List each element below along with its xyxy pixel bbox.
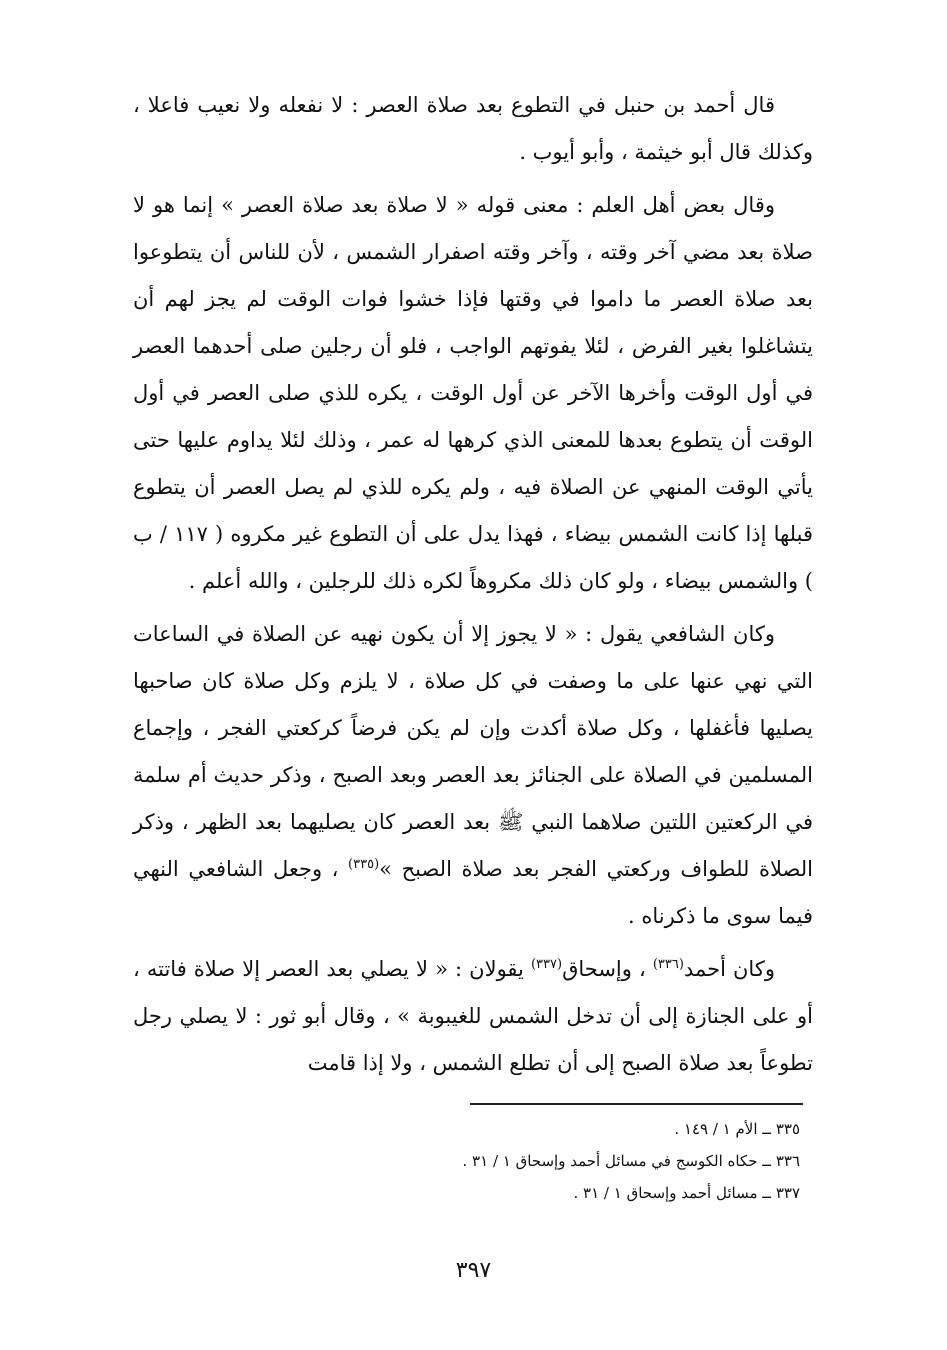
footnote-335: ٣٣٥ ــ الأم ١ / ١٤٩ .	[674, 1120, 800, 1138]
paragraph-3	[133, 611, 813, 940]
footnote-ref-335: (٣٣٥)	[348, 857, 380, 872]
paragraph-4-part-3: يقولان : « لا يصلي بعد العصر إلا صلاة فاتته ، أو على الجنازة إلى أن تدخل الشمس للغيبوبة » ، وقال أبو ثور : لا يصلي رجل تطوعاً بعد صلاة الصبح إلى أن تطلع الشمس ، ولا إذا قامت	[133, 957, 813, 1075]
page-number: ٣٩٧	[455, 1258, 492, 1283]
paragraph-4-part-2: ، وإسحاق	[562, 957, 646, 981]
paragraph-3-text: وكان الشافعي يقول : « لا يجوز إلا أن يكون نهيه عن الصلاة في الساعات التي نهي عنها على ما وصفت في كل صلاة ، لا يلزم وكل صلاة كان صاحبها يصليها فأغفلها ، وكل صلاة أكدت وإن لم يكن فرضاً كركعتي الفجر ، وإجماع المسلمين في الصلاة على الجنائز بعد العصر وبعد الصبح ، وذكر حديث أم سلمة في الركعتين اللتين صلاهما النبي ﷺ بعد العصر كان يصليهما بعد الظهر ، وذكر الصلاة للطواف وركعتي الفجر بعد صلاة الصبح »	[133, 622, 813, 881]
paragraph-4	[133, 946, 813, 1087]
footnotes	[300, 1113, 800, 1209]
paragraph-3-end: ، وجعل الشافعي النهي فيما سوى ما ذكرناه .	[133, 857, 813, 928]
footnote-ref-337: (٣٣٧)	[530, 957, 563, 972]
footnote-337: ٣٣٧ ــ مسائل أحمد وإسحاق ١ / ٣١ .	[573, 1184, 800, 1202]
paragraph-1: قال أحمد بن حنبل في التطوع بعد صلاة العصر : لا نفعله ولا نعيب فاعلا ، وكذلك قال أبو خيثمة ، وأبو أيوب .	[133, 93, 813, 164]
paragraph-4-part-1: وكان أحمد	[683, 957, 775, 981]
footnote-ref-336: (٣٣٦)	[652, 957, 684, 972]
paragraph-2: وقال بعض أهل العلم : معنى قوله « لا صلاة بعد صلاة العصر » إنما هو لا صلاة بعد مضي آخر وقته ، وآخر وقته اصفرار الشمس ، لأن للناس أن يتطوعوا بعد صلاة العصر ما داموا في وقتها فإذا خشوا فوات الوقت لم يجز لهم أن يتشاغلوا بغير الفرض ، لئلا يفوتهم الواجب ، فلو أن رجلين صلى أحدهما العصر في أول الوقت وأخرها الآخر عن أول الوقت ، يكره للذي صلى العصر في أول الوقت أن يتطوع بعدها للمعنى الذي كرهها له عمر ، وذلك لئلا يداوم عليها حتى يأتي الوقت المنهي عن الصلاة فيه ، ولم يكره للذي لم يصل العصر أن يتطوع قبلها إذا كانت الشمس بيضاء ، فهذا يدل على أن التطوع غير مكروه ( ١١٧ / ب ) والشمس بيضاء ، ولو كان ذلك مكروهاً لكره ذلك للرجلين ، والله أعلم .	[133, 193, 814, 593]
footnote-divider	[470, 1103, 803, 1105]
footnote-336: ٣٣٦ ــ حكاه الكوسج في مسائل أحمد وإسحاق ١ / ٣١ .	[462, 1152, 800, 1170]
main-text	[133, 82, 813, 1093]
